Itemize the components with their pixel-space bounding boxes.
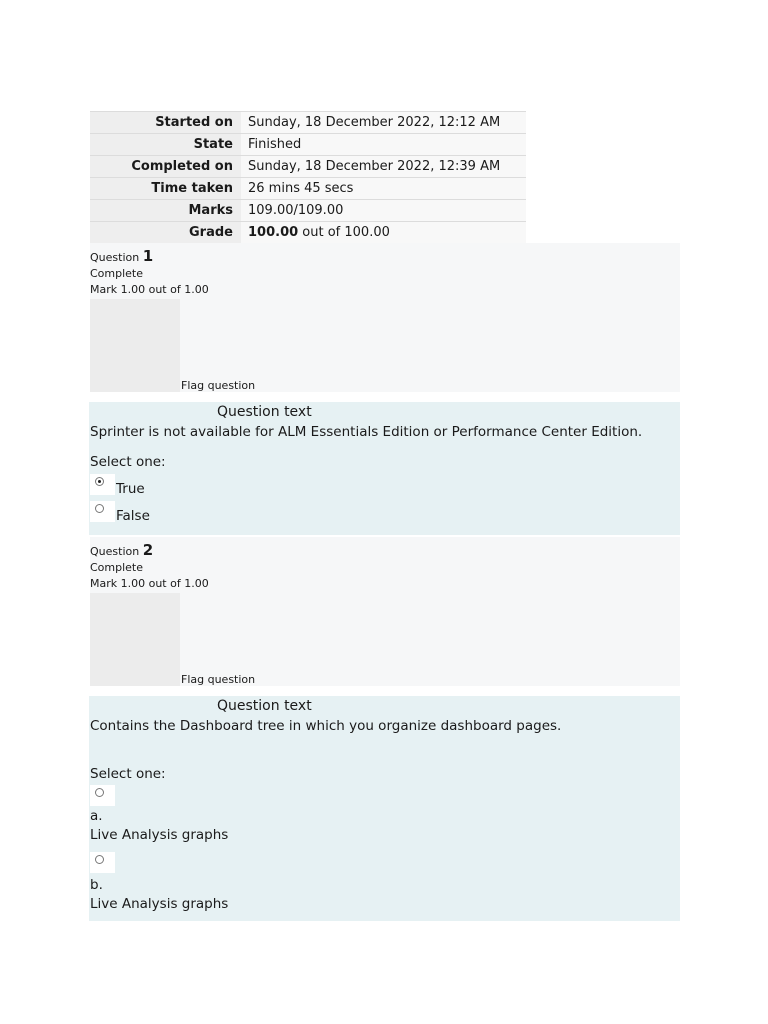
flag-question-link[interactable]: Flag question bbox=[181, 673, 256, 686]
question-text-heading: Question text bbox=[217, 698, 312, 714]
summary-row bbox=[90, 156, 526, 178]
summary-row bbox=[90, 222, 526, 244]
summary-label: Completed on bbox=[90, 156, 241, 178]
summary-label: Started on bbox=[90, 112, 241, 134]
summary-label: Grade bbox=[90, 222, 241, 244]
question-number bbox=[90, 541, 153, 559]
question-info bbox=[90, 243, 680, 392]
summary-value: 26 mins 45 secs bbox=[241, 178, 526, 200]
answer-radio[interactable] bbox=[90, 501, 115, 522]
question-text: Sprinter is not available for ALM Essentials Edition or Performance Center Edition. bbox=[90, 424, 643, 440]
question-number bbox=[90, 247, 153, 265]
answer-radio[interactable] bbox=[90, 785, 115, 806]
summary-value bbox=[241, 222, 526, 244]
grade-out-of: out of 100.00 bbox=[298, 225, 390, 240]
answer-label[interactable]: Live Analysis graphs bbox=[90, 896, 229, 912]
answer-letter: a. bbox=[90, 808, 103, 824]
radio-unchecked-icon bbox=[95, 504, 104, 513]
question-text-heading: Question text bbox=[217, 404, 312, 420]
question-prefix: Question bbox=[90, 251, 140, 264]
answer-label[interactable]: True bbox=[116, 481, 145, 497]
answer-label[interactable]: Live Analysis graphs bbox=[90, 827, 229, 843]
flag-question-link[interactable]: Flag question bbox=[181, 379, 256, 392]
attempt-summary-table bbox=[90, 111, 526, 243]
summary-row bbox=[90, 134, 526, 156]
radio-unchecked-icon bbox=[95, 855, 104, 864]
summary-value: 109.00/109.00 bbox=[241, 200, 526, 222]
radio-unchecked-icon bbox=[95, 788, 104, 797]
question-text: Contains the Dashboard tree in which you organize dashboard pages. bbox=[90, 718, 562, 734]
question-grade: Mark 1.00 out of 1.00 bbox=[90, 283, 209, 296]
summary-row bbox=[90, 112, 526, 134]
answer-radio[interactable] bbox=[90, 474, 115, 495]
flag-icon[interactable] bbox=[90, 299, 180, 392]
answer-radio[interactable] bbox=[90, 852, 115, 873]
summary-row bbox=[90, 178, 526, 200]
answer-label[interactable]: False bbox=[116, 508, 150, 524]
question-grade: Mark 1.00 out of 1.00 bbox=[90, 577, 209, 590]
question-number-value: 2 bbox=[142, 541, 154, 559]
question-state: Complete bbox=[90, 561, 144, 574]
select-one-prompt: Select one: bbox=[90, 766, 166, 782]
select-one-prompt: Select one: bbox=[90, 454, 166, 470]
question-state: Complete bbox=[90, 267, 144, 280]
question-prefix: Question bbox=[90, 545, 140, 558]
flag-icon[interactable] bbox=[90, 593, 180, 686]
question-info bbox=[90, 537, 680, 686]
summary-label: Time taken bbox=[90, 178, 241, 200]
summary-label: State bbox=[90, 134, 241, 156]
summary-row bbox=[90, 200, 526, 222]
radio-checked-icon bbox=[95, 477, 104, 486]
summary-value: Finished bbox=[241, 134, 526, 156]
summary-label: Marks bbox=[90, 200, 241, 222]
answer-letter: b. bbox=[90, 877, 103, 893]
summary-value: Sunday, 18 December 2022, 12:12 AM bbox=[241, 112, 526, 134]
summary-value: Sunday, 18 December 2022, 12:39 AM bbox=[241, 156, 526, 178]
question-formulation bbox=[89, 402, 680, 535]
question-formulation bbox=[89, 696, 680, 921]
grade-value: 100.00 bbox=[248, 225, 299, 240]
question-number-value: 1 bbox=[142, 247, 154, 265]
